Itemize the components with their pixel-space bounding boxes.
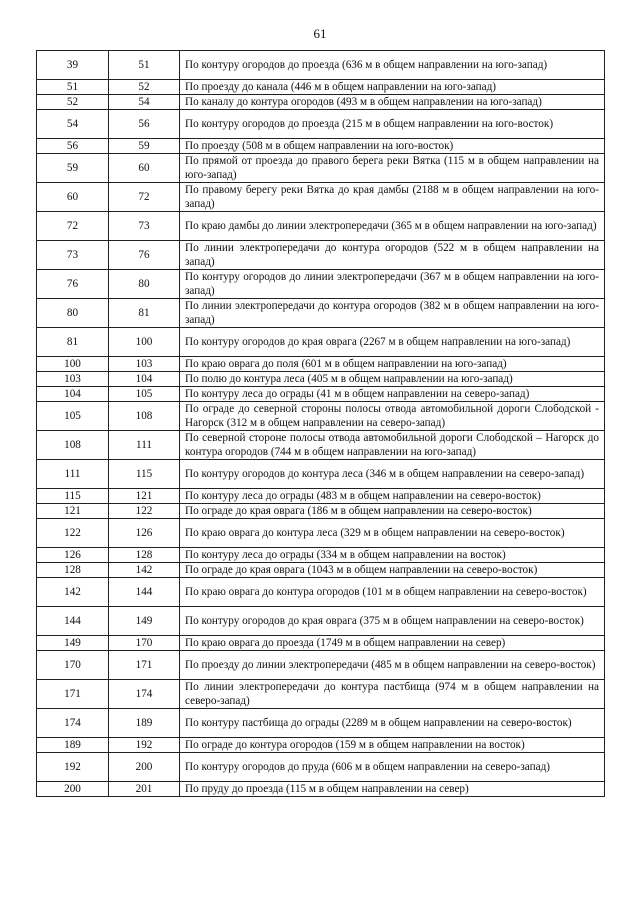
from-point: 189 — [37, 738, 109, 753]
to-point: 103 — [109, 357, 180, 372]
from-point: 100 — [37, 357, 109, 372]
from-point: 73 — [37, 241, 109, 270]
table-row — [37, 782, 605, 797]
segment-description: По полю до контура леса (405 м в общем направлении на юго-запад) — [180, 372, 605, 387]
from-point: 171 — [37, 680, 109, 709]
to-point: 104 — [109, 372, 180, 387]
to-point: 121 — [109, 489, 180, 504]
segment-description: По ограде до края оврага (186 м в общем направлении на северо-восток) — [180, 504, 605, 519]
table-row — [37, 738, 605, 753]
segment-description: По проезду до канала (446 м в общем направлении на юго-запад) — [180, 80, 605, 95]
from-point: 192 — [37, 753, 109, 782]
segment-description: По контуру огородов до линии электропередачи (367 м в общем направлении на юго-запад) — [180, 270, 605, 299]
segment-description: По краю оврага до поля (601 м в общем направлении на юго-запад) — [180, 357, 605, 372]
to-point: 174 — [109, 680, 180, 709]
to-point: 142 — [109, 563, 180, 578]
from-point: 60 — [37, 183, 109, 212]
segment-description: По проезду до линии электропередачи (485 м в общем направлении на северо-восток) — [180, 651, 605, 680]
segment-description: По правому берегу реки Вятка до края дамбы (2188 м в общем направлении на юго-запад) — [180, 183, 605, 212]
table-row — [37, 460, 605, 489]
segment-description: По краю оврага до контура огородов (101 м в общем направлении на северо-восток) — [180, 578, 605, 607]
table-row — [37, 110, 605, 139]
from-point: 149 — [37, 636, 109, 651]
segment-description: По линии электропередачи до контура огородов (382 м в общем направлении на юго-запад) — [180, 299, 605, 328]
table-row — [37, 651, 605, 680]
segment-description: По контуру огородов до края оврага (2267 м в общем направлении на юго-запад) — [180, 328, 605, 357]
segment-description: По контуру леса до ограды (41 м в общем направлении на северо-запад) — [180, 387, 605, 402]
boundary-description-table — [36, 50, 605, 797]
table-row — [37, 51, 605, 80]
segment-description: По контуру леса до ограды (334 м в общем направлении на восток) — [180, 548, 605, 563]
from-point: 81 — [37, 328, 109, 357]
to-point: 128 — [109, 548, 180, 563]
to-point: 192 — [109, 738, 180, 753]
segment-description: По линии электропередачи до контура огородов (522 м в общем направлении на запад) — [180, 241, 605, 270]
to-point: 115 — [109, 460, 180, 489]
to-point: 122 — [109, 504, 180, 519]
to-point: 51 — [109, 51, 180, 80]
to-point: 76 — [109, 241, 180, 270]
segment-description: По ограде до края оврага (1043 м в общем направлении на северо-восток) — [180, 563, 605, 578]
table-row — [37, 607, 605, 636]
to-point: 108 — [109, 402, 180, 431]
from-point: 142 — [37, 578, 109, 607]
to-point: 54 — [109, 95, 180, 110]
table-row — [37, 154, 605, 183]
table-row — [37, 519, 605, 548]
from-point: 108 — [37, 431, 109, 460]
to-point: 59 — [109, 139, 180, 154]
from-point: 54 — [37, 110, 109, 139]
to-point: 81 — [109, 299, 180, 328]
from-point: 72 — [37, 212, 109, 241]
table-row — [37, 489, 605, 504]
from-point: 103 — [37, 372, 109, 387]
from-point: 174 — [37, 709, 109, 738]
from-point: 144 — [37, 607, 109, 636]
table-row — [37, 402, 605, 431]
table-row — [37, 431, 605, 460]
to-point: 189 — [109, 709, 180, 738]
table-row — [37, 563, 605, 578]
table-row — [37, 80, 605, 95]
segment-description: По контуру пастбища до ограды (2289 м в общем направлении на северо-восток) — [180, 709, 605, 738]
to-point: 60 — [109, 154, 180, 183]
from-point: 128 — [37, 563, 109, 578]
from-point: 39 — [37, 51, 109, 80]
from-point: 126 — [37, 548, 109, 563]
from-point: 121 — [37, 504, 109, 519]
segment-description: По контуру огородов до проезда (215 м в общем направлении на юго-восток) — [180, 110, 605, 139]
to-point: 200 — [109, 753, 180, 782]
to-point: 73 — [109, 212, 180, 241]
table-row — [37, 709, 605, 738]
to-point: 149 — [109, 607, 180, 636]
table-row — [37, 270, 605, 299]
from-point: 115 — [37, 489, 109, 504]
segment-description: По ограде до контура огородов (159 м в общем направлении на восток) — [180, 738, 605, 753]
to-point: 52 — [109, 80, 180, 95]
from-point: 56 — [37, 139, 109, 154]
to-point: 111 — [109, 431, 180, 460]
to-point: 72 — [109, 183, 180, 212]
to-point: 80 — [109, 270, 180, 299]
segment-description: По краю оврага до контура леса (329 м в общем направлении на северо-восток) — [180, 519, 605, 548]
table-row — [37, 139, 605, 154]
segment-description: По контуру леса до ограды (483 м в общем направлении на северо-восток) — [180, 489, 605, 504]
to-point: 126 — [109, 519, 180, 548]
to-point: 201 — [109, 782, 180, 797]
table-row — [37, 753, 605, 782]
from-point: 51 — [37, 80, 109, 95]
table-row — [37, 680, 605, 709]
segment-description: По ограде до северной стороны полосы отвода автомобильной дороги Слободской - Нагорск (312 м в общем направлении на северо-запад) — [180, 402, 605, 431]
segment-description: По каналу до контура огородов (493 м в общем направлении на юго-запад) — [180, 95, 605, 110]
table-row — [37, 95, 605, 110]
segment-description: По краю оврага до проезда (1749 м в общем направлении на север) — [180, 636, 605, 651]
from-point: 52 — [37, 95, 109, 110]
table-row — [37, 504, 605, 519]
to-point: 100 — [109, 328, 180, 357]
segment-description: По северной стороне полосы отвода автомобильной дороги Слободской – Нагорск до контура огородов (744 м в общем направлении на юго-запад) — [180, 431, 605, 460]
from-point: 170 — [37, 651, 109, 680]
table-row — [37, 241, 605, 270]
segment-description: По краю дамбы до линии электропередачи (365 м в общем направлении на юго-запад) — [180, 212, 605, 241]
from-point: 122 — [37, 519, 109, 548]
to-point: 144 — [109, 578, 180, 607]
from-point: 80 — [37, 299, 109, 328]
table-row — [37, 357, 605, 372]
to-point: 170 — [109, 636, 180, 651]
segment-description: По контуру огородов до контура леса (346 м в общем направлении на северо-запад) — [180, 460, 605, 489]
segment-description: По пруду до проезда (115 м в общем направлении на север) — [180, 782, 605, 797]
from-point: 76 — [37, 270, 109, 299]
to-point: 105 — [109, 387, 180, 402]
table-row — [37, 183, 605, 212]
to-point: 171 — [109, 651, 180, 680]
from-point: 59 — [37, 154, 109, 183]
table-row — [37, 328, 605, 357]
from-point: 200 — [37, 782, 109, 797]
table-row — [37, 372, 605, 387]
segment-description: По контуру огородов до края оврага (375 м в общем направлении на северо-восток) — [180, 607, 605, 636]
segment-description: По контуру огородов до проезда (636 м в общем направлении на юго-запад) — [180, 51, 605, 80]
page-number: 61 — [313, 26, 327, 41]
table-row — [37, 548, 605, 563]
table-body — [37, 51, 605, 797]
table-row — [37, 387, 605, 402]
table-row — [37, 578, 605, 607]
table-row — [37, 636, 605, 651]
segment-description: По проезду (508 м в общем направлении на юго-восток) — [180, 139, 605, 154]
from-point: 104 — [37, 387, 109, 402]
table-row — [37, 212, 605, 241]
segment-description: По контуру огородов до пруда (606 м в общем направлении на северо-запад) — [180, 753, 605, 782]
segment-description: По линии электропередачи до контура пастбища (974 м в общем направлении на северо-запад) — [180, 680, 605, 709]
from-point: 105 — [37, 402, 109, 431]
table-row — [37, 299, 605, 328]
segment-description: По прямой от проезда до правого берега реки Вятка (115 м в общем направлении на юго-запад) — [180, 154, 605, 183]
from-point: 111 — [37, 460, 109, 489]
to-point: 56 — [109, 110, 180, 139]
